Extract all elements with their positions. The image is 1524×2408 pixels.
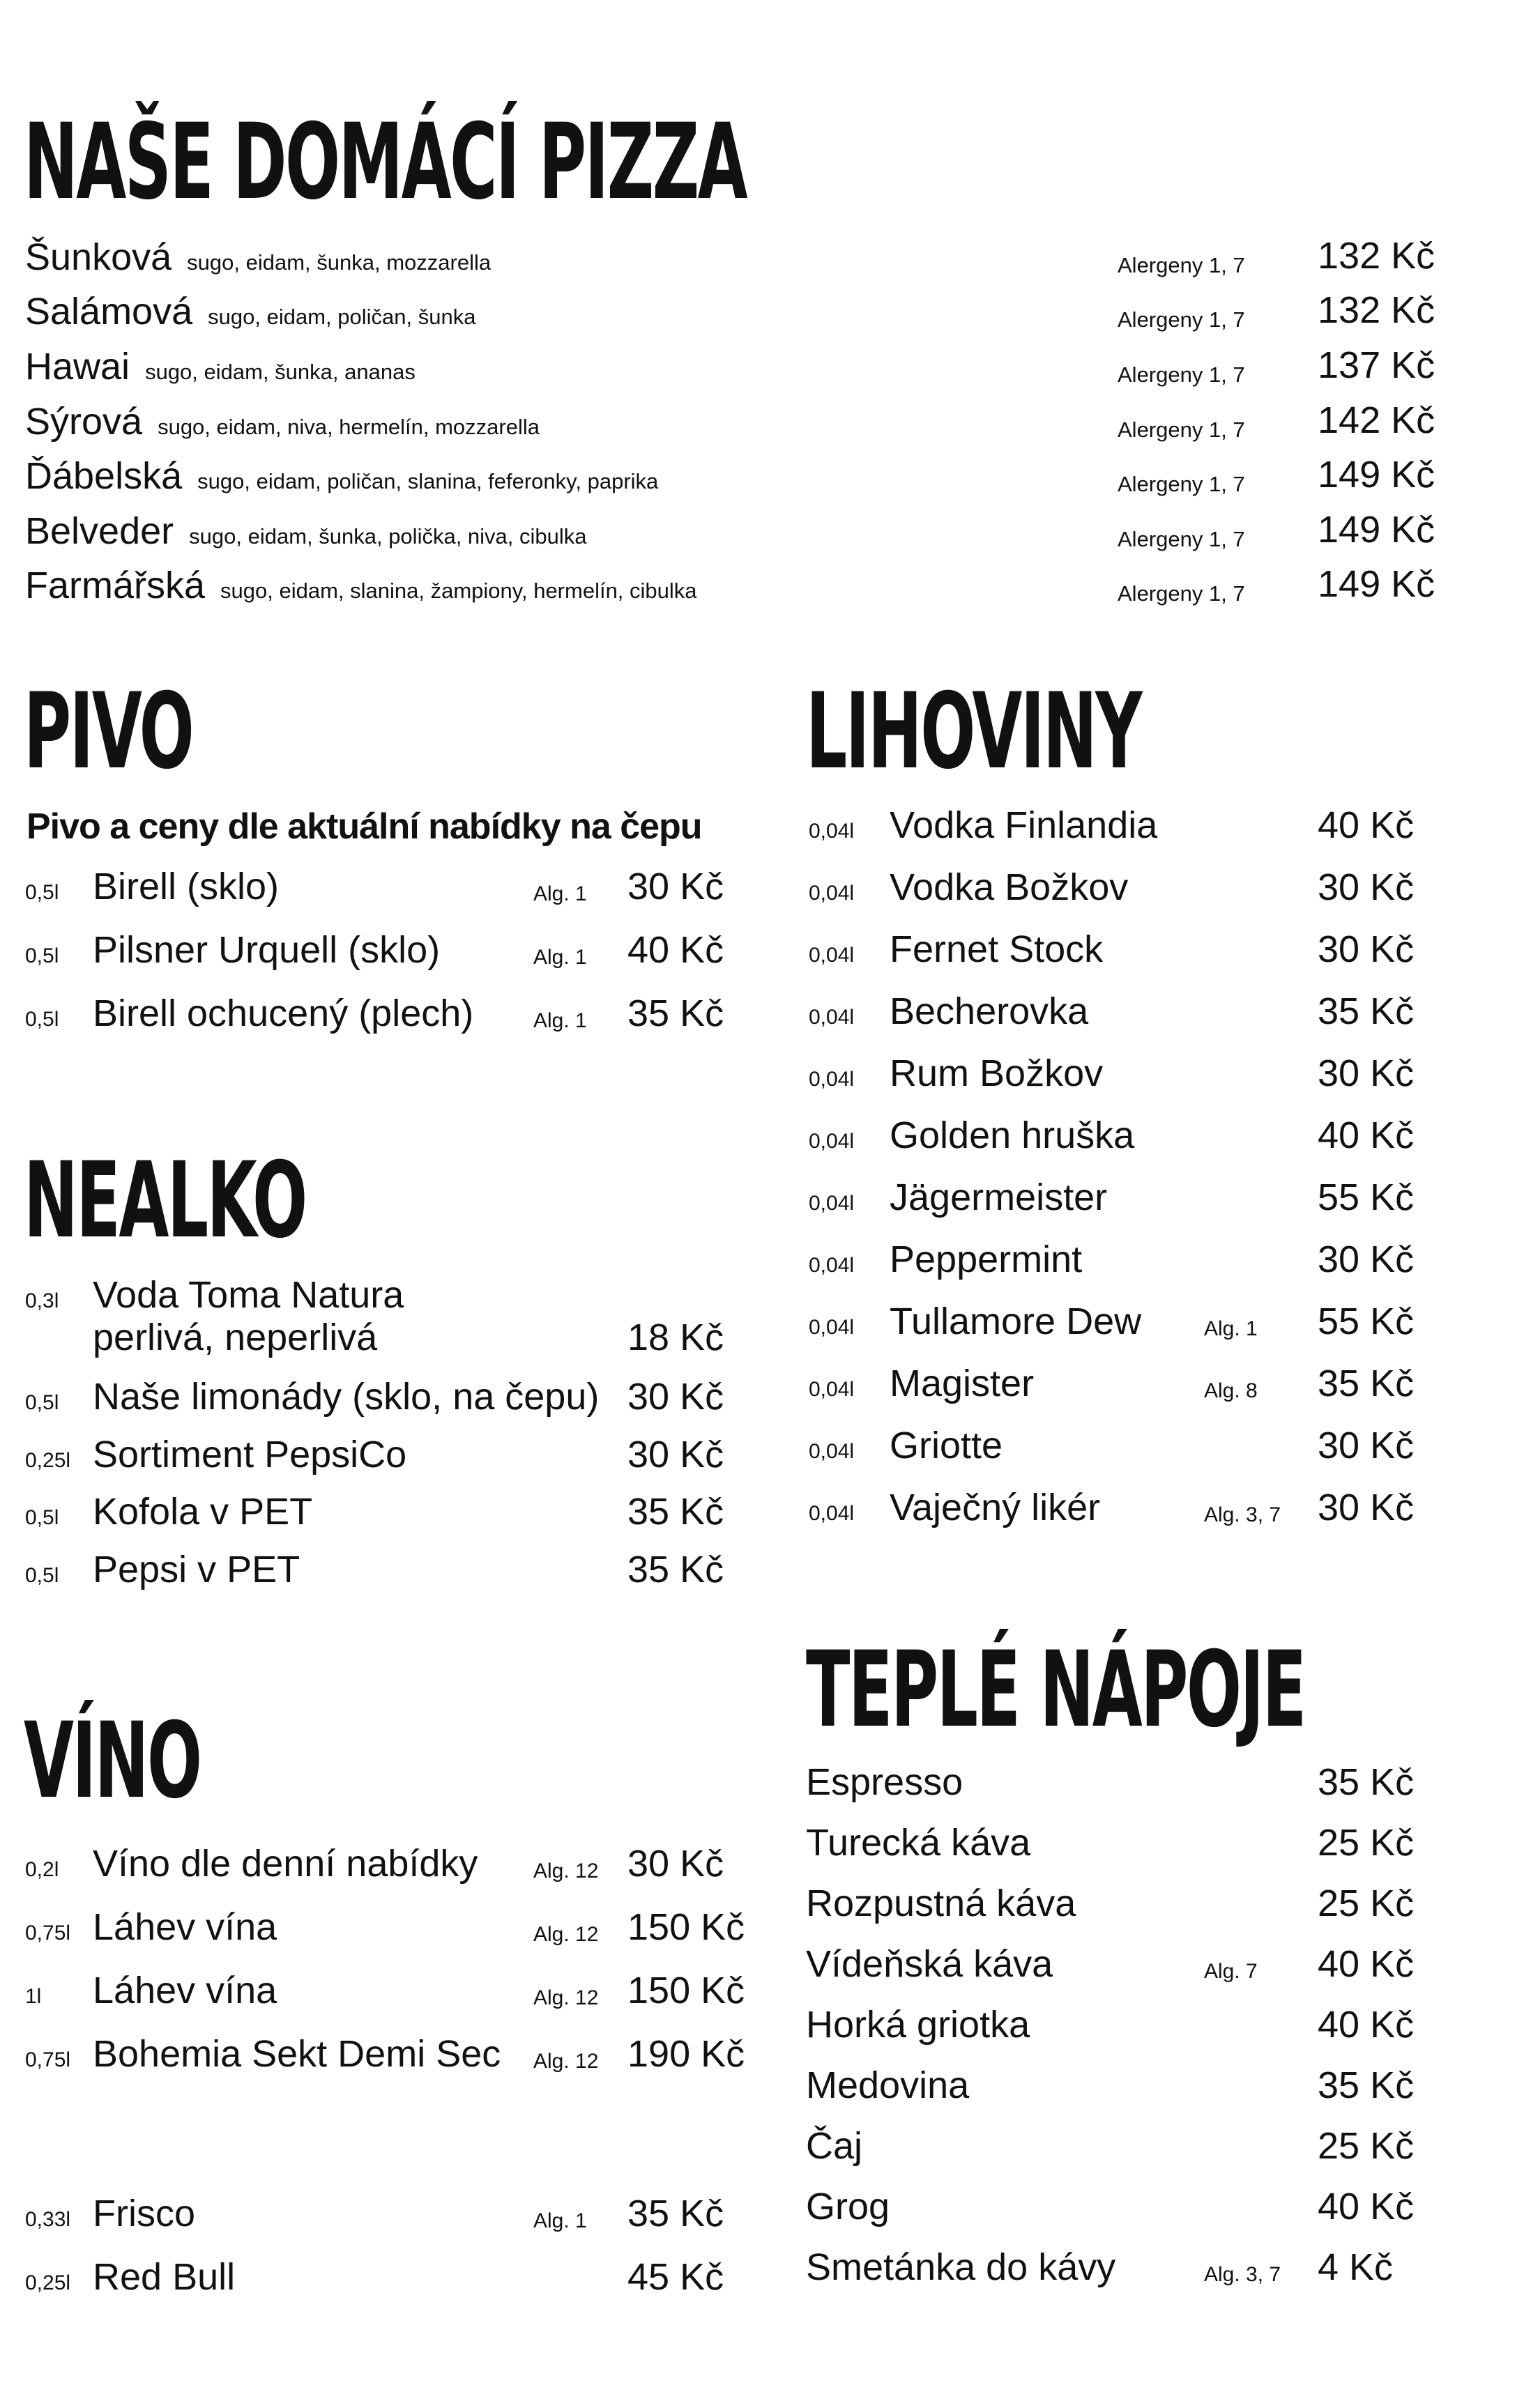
item-name: Kofola v PET [93,1491,313,1533]
item-volume: 0,75l [25,1922,71,1945]
pizza-name: Hawai [25,346,130,388]
item-price: 40 Kč [1318,2004,1415,2046]
pivo-heading: PIVO [24,671,193,792]
item-allergens: Alg. 12 [533,2050,599,2073]
item-name: Víno dle denní nabídky [93,1843,478,1885]
item-name: Frisco [93,2193,195,2234]
pizza-price: 149 Kč [1318,509,1435,551]
pizza-item [25,238,491,276]
item-volume: 0,33l [25,2208,71,2231]
item-price: 55 Kč [1318,1301,1415,1342]
pizza-name: Šunková [25,236,172,278]
item-volume: 0,04l [809,1192,855,1215]
item-price: 35 Kč [627,992,724,1034]
item-price: 30 Kč [1318,1052,1415,1094]
item-volume: 0,5l [25,881,59,904]
teple-heading: TEPLÉ NÁPOJE [806,1629,1305,1751]
vino-heading: VÍNO [24,1701,201,1822]
item-name: Birell ochucený (plech) [93,992,474,1034]
item-name: Pepsi v PET [93,1549,300,1590]
pizza-price: 149 Kč [1318,563,1435,605]
item-name: Sortiment PepsiCo [93,1434,407,1475]
pizza-item [25,401,540,443]
pizza-allergens: Alergeny 1, 7 [1118,581,1245,606]
item-name: Becherovka [890,990,1089,1032]
item-price: 150 Kč [627,1970,745,2011]
item-volume: 1l [25,1985,42,2008]
pizza-heading: NAŠE DOMÁCÍ PIZZA [24,102,747,223]
item-price: 40 Kč [1318,2186,1415,2227]
item-price: 55 Kč [1318,1176,1415,1218]
item-name: Peppermint [890,1238,1083,1280]
pizza-ingredients: sugo, eidam, poličan, slanina, feferonky, paprika [197,469,659,493]
item-name: Smetánka do kávy [806,2246,1116,2288]
pizza-allergens: Alergeny 1, 7 [1118,472,1245,496]
item-name: Bohemia Sekt Demi Sec [93,2033,501,2075]
item-name: Grog [806,2186,890,2227]
item-name: Birell (sklo) [93,866,280,907]
item-name: Vodka Finlandia [890,804,1158,846]
pizza-allergens: Alergeny 1, 7 [1118,527,1245,551]
pizza-allergens: Alergeny 1, 7 [1118,362,1245,387]
pizza-price: 149 Kč [1318,454,1435,496]
item-name: Láhev vína [93,1970,277,2011]
item-volume: 0,04l [809,1068,855,1091]
item-price: 25 Kč [1318,1822,1415,1864]
pizza-item [25,457,658,495]
pizza-name: Belveder [25,510,174,552]
item-price: 25 Kč [1318,1882,1415,1924]
item-volume: 0,2l [25,1858,59,1881]
item-name: Griotte [890,1425,1003,1466]
item-price: 30 Kč [1318,1425,1415,1466]
item-name: Láhev vína [93,1906,277,1948]
pizza-ingredients: sugo, eidam, niva, hermelín, mozzarella [158,415,540,439]
pizza-name: Sýrová [25,401,143,443]
item-allergens: Alg. 3, 7 [1204,1503,1281,1526]
lihoviny-heading: LIHOVINY [806,671,1141,792]
item-volume: 0,04l [809,944,855,967]
item-price: 30 Kč [627,1843,724,1885]
item-name: Rum Božkov [890,1052,1104,1094]
item-name: Horká griotka [806,2004,1030,2046]
pizza-name: Farmářská [25,565,206,606]
pizza-name: Salámová [25,291,193,332]
pizza-allergens: Alergeny 1, 7 [1118,417,1245,442]
pizza-ingredients: sugo, eidam, šunka, ananas [145,360,416,384]
item-volume: 0,04l [809,1006,855,1029]
pizza-price: 132 Kč [1318,289,1435,331]
item-name: Medovina [806,2064,970,2106]
item-price: 35 Kč [1318,1761,1415,1803]
item-price: 25 Kč [1318,2125,1415,2167]
item-price: 30 Kč [1318,1238,1415,1280]
item-price: 150 Kč [627,1906,745,1948]
item-name: Jägermeister [890,1176,1108,1218]
item-name: Čaj [806,2125,863,2167]
pizza-ingredients: sugo, eidam, slanina, žampiony, hermelín, cibulka [220,578,697,603]
item-allergens: Alg. 1 [533,1009,587,1032]
item-volume: 0,04l [809,1378,855,1401]
item-name: Vodka Božkov [890,866,1129,908]
item-volume: 0,75l [25,2048,71,2071]
item-name: Magister [890,1363,1035,1404]
pizza-item [25,293,475,330]
item-volume: 0,5l [25,944,59,967]
item-price: 35 Kč [1318,1363,1415,1404]
item-volume: 0,25l [25,1449,71,1472]
item-price: 30 Kč [627,1376,724,1418]
item-price: 30 Kč [627,1434,724,1475]
item-allergens: Alg. 3, 7 [1204,2263,1281,2286]
item-name: Golden hruška [890,1114,1135,1156]
pizza-item [25,346,416,388]
item-volume: 0,5l [25,1506,59,1529]
item-volume: 0,04l [809,1254,855,1277]
pizza-price: 132 Kč [1318,235,1435,277]
item-allergens: Alg. 1 [533,882,587,905]
item-allergens: Alg. 1 [1204,1317,1258,1340]
item-price: 45 Kč [627,2256,724,2298]
item-price: 40 Kč [1318,1943,1415,1985]
item-allergens: Alg. 12 [533,1923,599,1946]
item-price: 40 Kč [627,929,724,971]
item-allergens: Alg. 1 [533,946,587,969]
item-volume: 0,04l [809,1502,855,1525]
item-name: Fernet Stock [890,928,1104,970]
item-price: 35 Kč [1318,990,1415,1032]
item-name: Vídeňská káva [806,1943,1053,1985]
item-volume: 0,04l [809,1316,855,1339]
item-volume: 0,25l [25,2271,71,2294]
item-name: Naše limonády (sklo, na čepu) [93,1376,600,1418]
item-volume: 0,04l [809,882,855,905]
item-price: 35 Kč [627,1491,724,1533]
item-name: Tullamore Dew [890,1301,1142,1342]
item-name: Rozpustná káva [806,1882,1076,1924]
pizza-price: 137 Kč [1318,344,1435,386]
item-volume: 0,04l [809,1440,855,1463]
item-allergens: Alg. 12 [533,1986,599,2009]
item-volume: 0,04l [809,1130,855,1153]
item-price: 4 Kč [1318,2246,1394,2288]
item-volume: 0,5l [25,1391,59,1414]
item-name: Vaječný likér [890,1487,1101,1528]
item-price: 30 Kč [1318,928,1415,970]
pizza-ingredients: sugo, eidam, šunka, mozzarella [187,250,492,275]
item-price: 35 Kč [627,1549,724,1590]
pizza-ingredients: sugo, eidam, šunka, polička, niva, cibulka [189,524,587,549]
item-name: Voda Toma Natura [93,1274,404,1316]
item-price: 18 Kč [627,1317,724,1358]
item-name-line2: perlivá, neperlivá [93,1317,378,1358]
item-price: 190 Kč [627,2033,745,2075]
item-volume: 0,04l [809,820,855,843]
item-name: Espresso [806,1761,963,1803]
item-volume: 0,3l [25,1289,59,1312]
pizza-name: Ďábelská [25,455,183,497]
item-name: Turecká káva [806,1822,1031,1864]
item-allergens: Alg. 7 [1204,1960,1258,1983]
item-name: Red Bull [93,2256,236,2298]
item-name: Pilsner Urquell (sklo) [93,929,441,971]
item-volume: 0,5l [25,1008,59,1031]
item-price: 40 Kč [1318,1114,1415,1156]
pizza-price: 142 Kč [1318,399,1435,441]
item-price: 35 Kč [627,2193,724,2234]
item-price: 40 Kč [1318,804,1415,846]
pivo-note: Pivo a ceny dle aktuální nabídky na čepu [26,806,702,847]
pizza-item [25,512,587,550]
item-price: 35 Kč [1318,2064,1415,2106]
item-price: 30 Kč [1318,1487,1415,1528]
item-allergens: Alg. 8 [1204,1379,1258,1402]
pizza-ingredients: sugo, eidam, poličan, šunka [208,305,476,329]
pizza-item [25,567,697,604]
nealko-heading: NEALKO [24,1140,306,1261]
item-price: 30 Kč [1318,866,1415,908]
pizza-allergens: Alergeny 1, 7 [1118,307,1245,332]
item-price: 30 Kč [627,866,724,907]
pizza-allergens: Alergeny 1, 7 [1118,253,1245,277]
item-allergens: Alg. 1 [533,2209,587,2232]
item-volume: 0,5l [25,1564,59,1587]
item-allergens: Alg. 12 [533,1859,599,1882]
